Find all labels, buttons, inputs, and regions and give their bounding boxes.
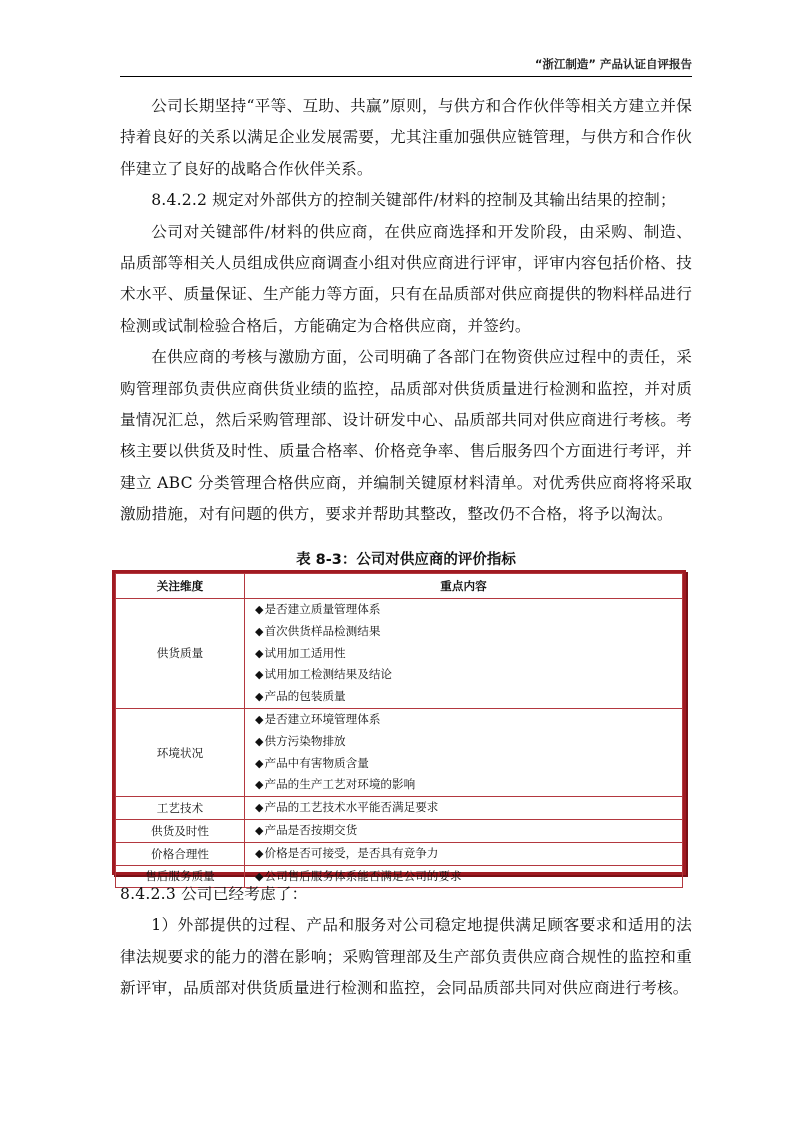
body-text-top [120, 91, 692, 531]
section-heading-8-4-2-3: 8.4.2.3 公司已经考虑了： [120, 885, 308, 903]
paragraph-external-impact: 1）外部提供的过程、产品和服务对公司稳定地提供满足顾客要求和适用的法律法规要求的能力的潜在影响；采购管理部及生产部负责供应商合规性的监控和重新评审，品质部对供货质量进行检测和监控，会同品质部共同对供应商进行考核。 [120, 916, 692, 998]
bullet-item [255, 774, 682, 796]
diamond-bullet-icon: ◆ [255, 823, 264, 837]
bullet-item [255, 709, 682, 731]
table-header-row [116, 574, 683, 599]
paragraph-supplier-selection: 公司对关键部件/材料的供应商，在供应商选择和开发阶段，由采购、制造、品质部等相关人员组成供应商调查小组对供应商进行评审，评审内容包括价格、技术水平、质量保证、生产能力等方面，只有在品质部对供应商提供的物料样品进行检测或试制检验合格后，方能确定为合格供应商，并签约。 [120, 222, 692, 335]
bullet-text: 供方污染物排放 [264, 733, 346, 748]
dimension-cell: 供货质量 [116, 599, 245, 709]
header-key-content: 重点内容 [245, 574, 683, 599]
diamond-bullet-icon: ◆ [255, 646, 264, 660]
bullet-text: 产品的生产工艺对环境的影响 [264, 777, 416, 792]
diamond-bullet-icon: ◆ [255, 624, 264, 638]
bullet-item [255, 643, 682, 665]
bullet-item [255, 797, 682, 819]
paragraph-partnership: 公司长期坚持“平等、互助、共赢”原则，与供方和合作伙伴等相关方建立并保持着良好的关系以满足企业发展需要，尤其注重加强供应链管理，与供方和合作伙伴建立了良好的战略合作伙伴关系。 [120, 97, 692, 178]
bullet-text: 产品中有害物质含量 [264, 755, 369, 770]
bullet-item [255, 843, 682, 865]
bullet-item [255, 753, 682, 775]
content-cell [245, 842, 683, 865]
table-row [116, 819, 683, 842]
bullet-text: 价格是否可接受，是否具有竞争力 [264, 845, 439, 860]
dimension-cell: 价格合理性 [116, 842, 245, 865]
bullet-item [255, 686, 682, 708]
diamond-bullet-icon: ◆ [255, 668, 264, 682]
diamond-bullet-icon: ◆ [255, 712, 264, 726]
diamond-bullet-icon: ◆ [255, 734, 264, 748]
diamond-bullet-icon: ◆ [255, 869, 264, 883]
diamond-bullet-icon: ◆ [255, 603, 264, 616]
dimension-cell: 环境状况 [116, 708, 245, 796]
diamond-bullet-icon: ◆ [255, 846, 264, 860]
body-text-bottom [120, 879, 692, 1005]
diamond-bullet-icon: ◆ [255, 690, 264, 704]
dimension-cell: 供货及时性 [116, 819, 245, 842]
diamond-bullet-icon: ◆ [255, 801, 264, 815]
bullet-item [255, 664, 682, 686]
content-cell [245, 599, 683, 709]
bullet-text: 首次供货样品检测结果 [264, 623, 381, 638]
diamond-bullet-icon: ◆ [255, 756, 264, 770]
bullet-item [255, 731, 682, 753]
dimension-cell: 售后服务质量 [116, 865, 245, 888]
supplier-evaluation-table [112, 570, 686, 884]
section-heading-8-4-2-2: 8.4.2.2 规定对外部供方的控制关键部件/材料的控制及其输出结果的控制； [151, 191, 676, 210]
content-cell [245, 797, 683, 820]
bullet-text: 产品是否按期交货 [264, 822, 358, 837]
table-row [116, 797, 683, 820]
table-row [116, 708, 683, 796]
page-header-title: “浙江制造” 产品认证自评报告 [534, 57, 692, 71]
bullet-text: 试用加工适用性 [264, 645, 346, 660]
bullet-text: 是否建立环境管理体系 [264, 711, 381, 726]
bullet-item [255, 599, 682, 621]
bullet-text: 公司售后服务体系能否满足公司的要求 [264, 868, 462, 883]
header-rule [120, 76, 692, 77]
diamond-bullet-icon: ◆ [255, 778, 264, 792]
bullet-item [255, 820, 682, 842]
paragraph-supplier-assessment: 在供应商的考核与激励方面，公司明确了各部门在物资供应过程中的责任，采购管理部负责供应商供货业绩的监控，品质部对供货质量进行检测和监控，并对质量情况汇总，然后采购管理部、设计研发中心、品质部共同对供应商进行考核。考核主要以供货及时性、质量合格率、价格竞争率、售后服务四个方面进行考评，并建立 ABC 分类管理合格供应商，并编制关键原材料清单。对优秀供应商将将采取激励措施，对有问题的供方，要求并帮助其整改，整改仍不合格，将予以淘汰。 [120, 348, 692, 524]
header-dimension: 关注维度 [116, 574, 245, 599]
bullet-item [255, 621, 682, 643]
table-caption: 表 8-3：公司对供应商的评价指标 [296, 552, 516, 568]
table-row [116, 599, 683, 709]
content-cell [245, 819, 683, 842]
bullet-text: 是否建立质量管理体系 [264, 602, 381, 616]
content-cell [245, 708, 683, 796]
table-row [116, 842, 683, 865]
bullet-text: 产品的包装质量 [264, 689, 346, 704]
bullet-text: 试用加工检测结果及结论 [264, 667, 393, 682]
bullet-text: 产品的工艺技术水平能否满足要求 [264, 800, 439, 815]
dimension-cell: 工艺技术 [116, 797, 245, 820]
